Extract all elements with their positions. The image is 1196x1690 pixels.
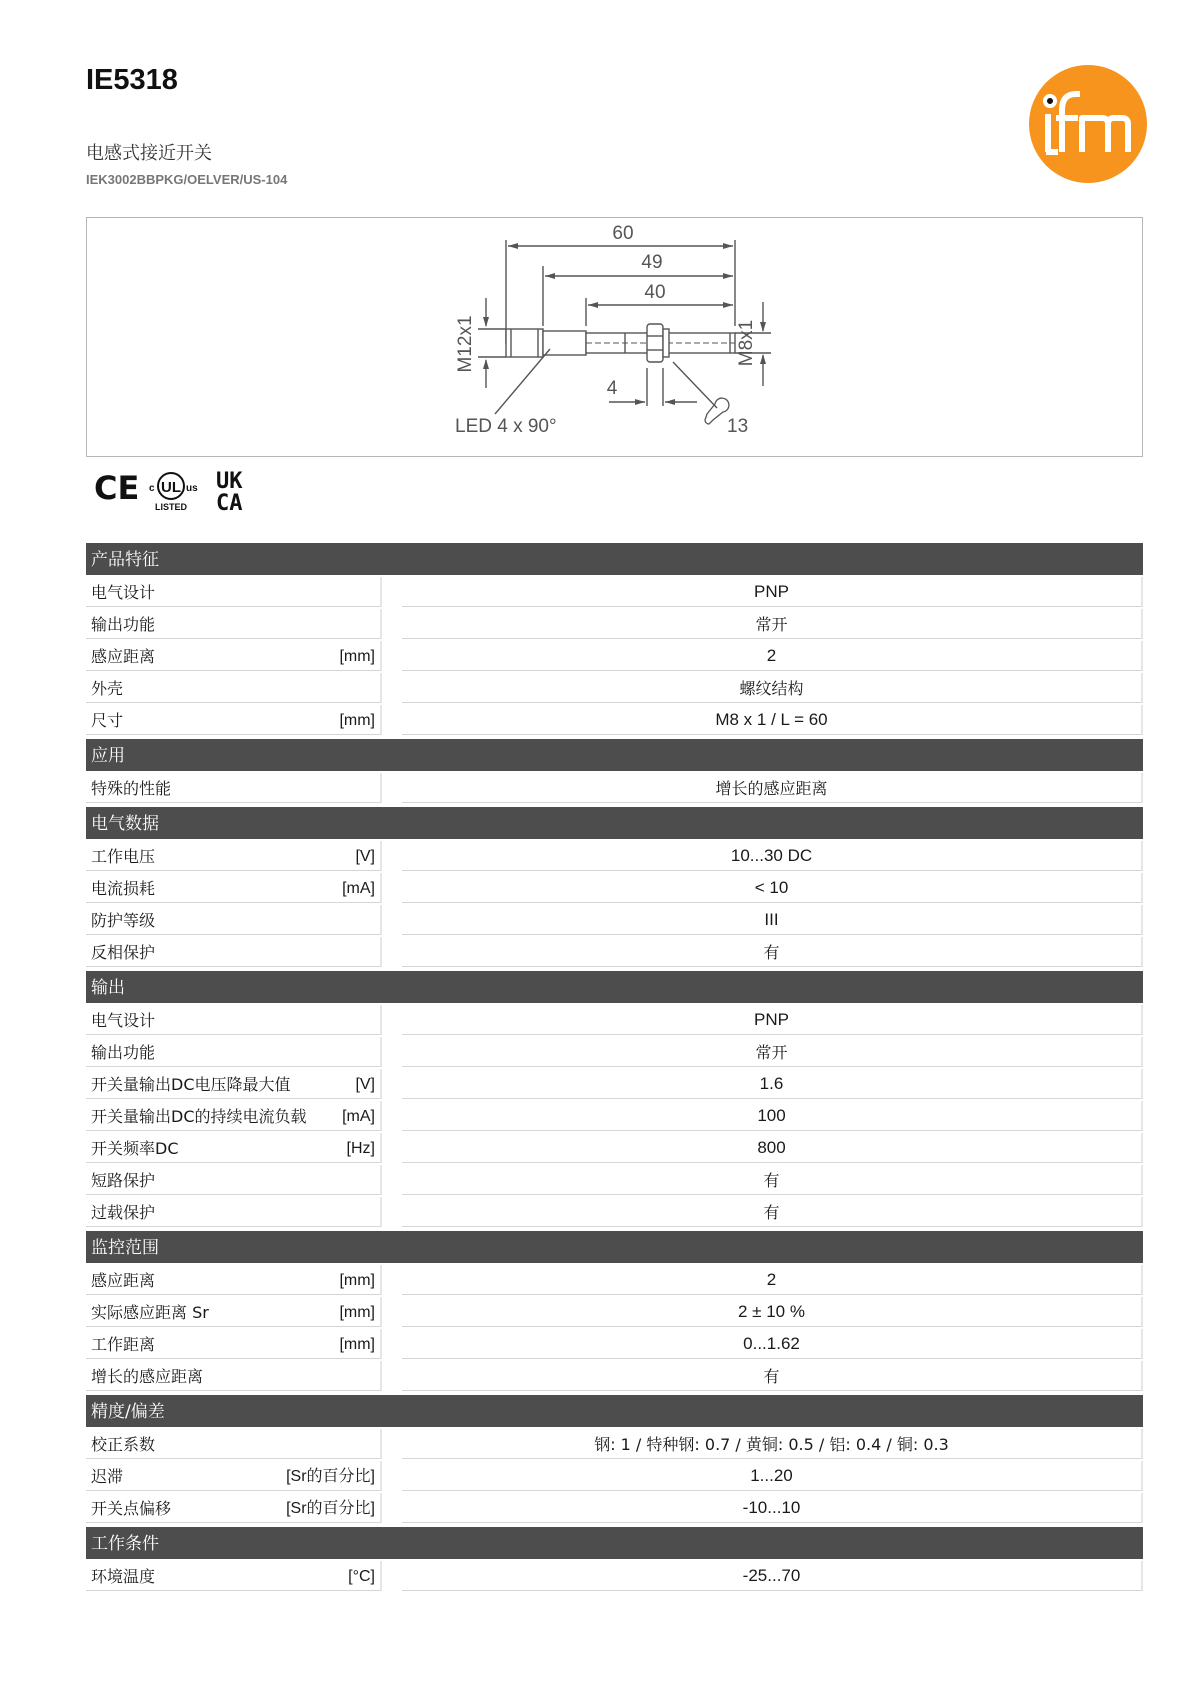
spec-row <box>86 1361 1143 1391</box>
svg-text:us: us <box>186 483 198 494</box>
m12-thread-label: M12x1 <box>455 315 476 373</box>
spec-section <box>86 543 1143 735</box>
spec-label-cell <box>86 1265 382 1295</box>
spec-unit: [mm] <box>339 1304 375 1321</box>
section-header: 工作条件 <box>86 1527 1143 1559</box>
spec-label: 短路保护 <box>91 1171 156 1190</box>
ifm-logo <box>1028 64 1148 184</box>
spec-value: 增长的感应距离 <box>402 773 1143 803</box>
spec-unit: [°C] <box>348 1568 375 1585</box>
spec-value: 有 <box>402 1165 1143 1195</box>
wrench-size-label: 13 <box>727 416 749 437</box>
spec-value: 2 ± 10 % <box>402 1297 1143 1327</box>
spec-unit: [mA] <box>342 1108 375 1125</box>
spec-row <box>86 1329 1143 1359</box>
spec-row <box>86 1197 1143 1227</box>
section-header: 精度/偏差 <box>86 1395 1143 1427</box>
spec-section <box>86 971 1143 1227</box>
spec-section <box>86 1231 1143 1391</box>
spec-value: 有 <box>402 937 1143 967</box>
spec-section <box>86 1527 1143 1591</box>
spec-value: 有 <box>402 1197 1143 1227</box>
spec-label-cell <box>86 1493 382 1523</box>
svg-text:CA: CA <box>216 491 243 514</box>
spec-label: 环境温度 <box>91 1567 156 1586</box>
spec-label: 实际感应距离 Sr <box>91 1303 209 1322</box>
spec-value: 常开 <box>402 609 1143 639</box>
spec-row <box>86 673 1143 703</box>
section-header: 监控范围 <box>86 1231 1143 1263</box>
led-label: LED 4 x 90° <box>455 416 557 437</box>
spec-unit: [mm] <box>339 712 375 729</box>
spec-value: -10...10 <box>402 1493 1143 1523</box>
spec-row <box>86 641 1143 671</box>
spec-value: 螺纹结构 <box>402 673 1143 703</box>
spec-label: 校正系数 <box>91 1435 156 1454</box>
spec-value: 2 <box>402 641 1143 671</box>
spec-value: < 10 <box>402 873 1143 903</box>
section-header: 产品特征 <box>86 543 1143 575</box>
spec-label-cell <box>86 705 382 735</box>
spec-label: 电流损耗 <box>91 879 156 898</box>
spec-label: 输出功能 <box>91 1043 156 1062</box>
svg-text:CE: CE <box>94 469 140 507</box>
spec-label-cell <box>86 1037 382 1067</box>
m8-thread-label: M8x1 <box>736 319 757 367</box>
spec-unit: [mA] <box>342 880 375 897</box>
spec-row <box>86 1133 1143 1163</box>
spec-label: 输出功能 <box>91 615 156 634</box>
certification-marks <box>94 466 264 514</box>
spec-row <box>86 1037 1143 1067</box>
section-header: 电气数据 <box>86 807 1143 839</box>
spec-row <box>86 841 1143 871</box>
spec-unit: [mm] <box>339 648 375 665</box>
spec-section <box>86 739 1143 803</box>
dim-40-label: 40 <box>644 282 666 303</box>
spec-label: 工作距离 <box>91 1335 156 1354</box>
spec-label-cell <box>86 673 382 703</box>
spec-value: 0...1.62 <box>402 1329 1143 1359</box>
spec-row <box>86 1297 1143 1327</box>
spec-label-cell <box>86 641 382 671</box>
spec-value: 100 <box>402 1101 1143 1131</box>
svg-text:ifm: ifm <box>1087 174 1089 175</box>
spec-label: 电气设计 <box>91 1011 156 1030</box>
spec-value: PNP <box>402 1005 1143 1035</box>
dimension-drawing <box>86 217 1143 457</box>
spec-label: 防护等级 <box>91 911 156 930</box>
svg-text:UL: UL <box>161 479 181 496</box>
spec-row <box>86 873 1143 903</box>
spec-label-cell <box>86 1429 382 1459</box>
spec-unit: [V] <box>355 1076 375 1093</box>
spec-label: 反相保护 <box>91 943 156 962</box>
spec-row <box>86 1101 1143 1131</box>
spec-value: 1...20 <box>402 1461 1143 1491</box>
spec-value: 10...30 DC <box>402 841 1143 871</box>
spec-label-cell <box>86 1561 382 1591</box>
specification-table <box>86 543 1143 1595</box>
spec-label: 迟滞 <box>91 1467 124 1486</box>
spec-unit: [Sr的百分比] <box>286 1468 375 1485</box>
spec-label-cell <box>86 1461 382 1491</box>
spec-label: 外壳 <box>91 679 124 698</box>
spec-unit: [mm] <box>339 1272 375 1289</box>
section-header: 输出 <box>86 971 1143 1003</box>
spec-label: 开关量输出DC的持续电流负载 <box>91 1107 307 1126</box>
spec-label: 电气设计 <box>91 583 156 602</box>
ce-mark-icon <box>94 469 139 507</box>
spec-row <box>86 609 1143 639</box>
spec-label: 感应距离 <box>91 1271 156 1290</box>
spec-value: 常开 <box>402 1037 1143 1067</box>
spec-row <box>86 1265 1143 1295</box>
spec-value: 有 <box>402 1361 1143 1391</box>
spec-row <box>86 1005 1143 1035</box>
spec-row <box>86 705 1143 735</box>
ukca-mark-icon <box>216 469 243 514</box>
svg-text:c: c <box>149 483 155 494</box>
product-subtitle: 电感式接近开关 <box>86 143 212 164</box>
spec-row <box>86 773 1143 803</box>
spec-label-cell <box>86 841 382 871</box>
page-title: IE5318 <box>86 64 178 96</box>
spec-row <box>86 937 1143 967</box>
svg-text:UK: UK <box>216 469 243 494</box>
spec-row <box>86 1069 1143 1099</box>
spec-label: 开关量输出DC电压降最大值 <box>91 1075 291 1094</box>
spec-value: III <box>402 905 1143 935</box>
spec-unit: [Hz] <box>346 1140 375 1157</box>
spec-label: 开关点偏移 <box>91 1499 172 1518</box>
spec-label: 特殊的性能 <box>91 779 172 798</box>
spec-value: -25...70 <box>402 1561 1143 1591</box>
spec-label: 尺寸 <box>91 711 124 730</box>
spec-value: 2 <box>402 1265 1143 1295</box>
spec-row <box>86 1429 1143 1459</box>
spec-value: 钢: 1 / 特种钢: 0.7 / 黄铜: 0.5 / 铝: 0.4 / 铜: 0.3 <box>402 1429 1143 1459</box>
spec-value: 1.6 <box>402 1069 1143 1099</box>
spec-label-cell <box>86 773 382 803</box>
spec-label-cell <box>86 1361 382 1391</box>
spec-label-cell <box>86 905 382 935</box>
spec-label-cell <box>86 1197 382 1227</box>
spec-label: 增长的感应距离 <box>91 1367 204 1386</box>
spec-label-cell <box>86 1101 382 1131</box>
spec-label-cell <box>86 873 382 903</box>
spec-label: 工作电压 <box>91 847 156 866</box>
section-header: 应用 <box>86 739 1143 771</box>
spec-label-cell <box>86 1069 382 1099</box>
spec-section <box>86 807 1143 967</box>
spec-row <box>86 905 1143 935</box>
spec-value: 800 <box>402 1133 1143 1163</box>
spec-unit: [V] <box>355 848 375 865</box>
spec-label: 开关频率DC <box>91 1139 179 1158</box>
spec-section <box>86 1395 1143 1523</box>
article-code: IEK3002BBPKG/OELVER/US-104 <box>86 172 288 187</box>
spec-row <box>86 1561 1143 1591</box>
dim-49-label: 49 <box>641 252 663 273</box>
spec-row <box>86 1493 1143 1523</box>
spec-label-cell <box>86 1005 382 1035</box>
spec-label: 过载保护 <box>91 1203 156 1222</box>
spec-unit: [Sr的百分比] <box>286 1500 375 1517</box>
ul-listed-icon <box>149 473 198 512</box>
spec-row <box>86 1461 1143 1491</box>
spec-label-cell <box>86 577 382 607</box>
spec-value: M8 x 1 / L = 60 <box>402 705 1143 735</box>
spec-label: 感应距离 <box>91 647 156 666</box>
spec-label-cell <box>86 1297 382 1327</box>
spec-label-cell <box>86 1165 382 1195</box>
svg-text:LISTED: LISTED <box>154 502 188 512</box>
spec-label-cell <box>86 1329 382 1359</box>
spec-row <box>86 1165 1143 1195</box>
spec-label-cell <box>86 609 382 639</box>
dim-4-label: 4 <box>606 378 618 399</box>
spec-label-cell <box>86 937 382 967</box>
spec-row <box>86 577 1143 607</box>
spec-label-cell <box>86 1133 382 1163</box>
dim-60-label: 60 <box>612 223 634 244</box>
spec-unit: [mm] <box>339 1336 375 1353</box>
spec-value: PNP <box>402 577 1143 607</box>
